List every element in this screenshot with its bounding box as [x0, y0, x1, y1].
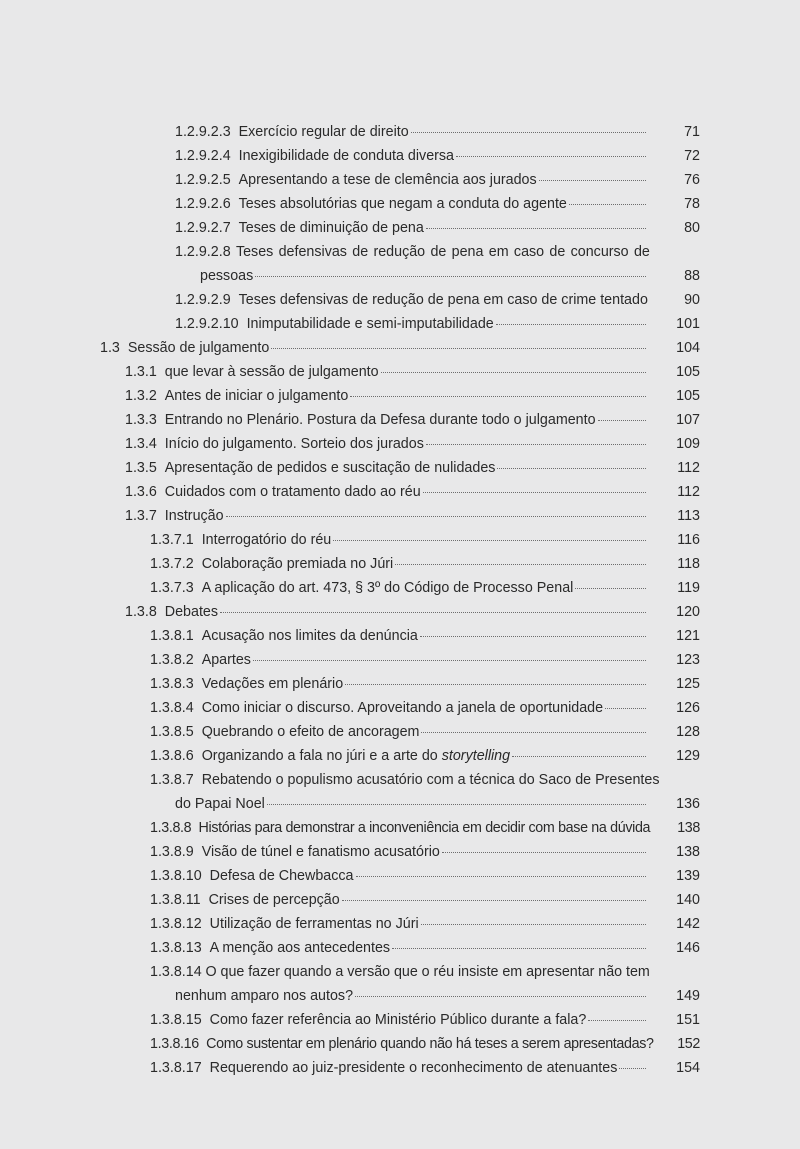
toc-entry-page: 112 [677, 484, 700, 500]
toc-entry-number: 1.2.9.2.3 [175, 124, 231, 140]
dot-leader [496, 323, 646, 325]
toc-entry[interactable] [0, 408, 700, 432]
toc-entry-title: Acusação nos limites da denúncia [201, 628, 418, 644]
dot-leader [381, 371, 646, 373]
toc-entry-page: 101 [676, 316, 700, 332]
toc-entry-page: 121 [676, 628, 700, 644]
toc-entry-title: A menção aos antecedentes [209, 940, 391, 956]
toc-entry-number: 1.3.8.17 [150, 1060, 202, 1076]
toc-entry-number: 1.3.8.15 [150, 1012, 202, 1028]
toc-entry-page: 140 [676, 892, 700, 908]
toc-entry-title: Teses defensivas de redução de pena em caso de crime tentado [238, 292, 648, 308]
toc-entry-page: 113 [677, 508, 700, 524]
toc-entry[interactable] [0, 192, 700, 216]
toc-entry-page: 123 [676, 652, 700, 668]
toc-entry-title: Instrução [164, 508, 224, 524]
dot-leader [619, 1067, 646, 1069]
toc-entry-number: 1.3.1 [125, 364, 157, 380]
toc-entry[interactable] [0, 504, 700, 528]
toc-entry[interactable] [0, 384, 700, 408]
toc-entry-page: 142 [676, 916, 700, 932]
dot-leader [411, 131, 646, 133]
toc-entry[interactable] [0, 360, 700, 384]
dot-leader [605, 707, 646, 709]
toc-entry-title-line2: do Papai Noel [175, 796, 265, 812]
dot-leader [588, 1019, 646, 1021]
toc-entry-number: 1.3.7.3 [150, 580, 194, 596]
toc-entry[interactable] [0, 888, 700, 912]
toc-entry[interactable] [0, 552, 700, 576]
toc-entry-number: 1.3.8.14 [150, 964, 202, 980]
dot-leader [255, 275, 646, 277]
toc-entry-page: 138 [677, 820, 700, 836]
dot-leader [598, 419, 646, 421]
toc-entry[interactable] [0, 288, 700, 312]
toc-entry-page: 126 [676, 700, 700, 716]
toc-entry[interactable] [0, 816, 700, 840]
toc-entry-title: Interrogatório do réu [201, 532, 332, 548]
toc-entry[interactable] [0, 432, 700, 456]
toc-entry-title: Apartes [201, 652, 251, 668]
toc-entry-page: 129 [676, 748, 700, 764]
toc-entry-page: 152 [677, 1036, 700, 1052]
toc-entry-number: 1.3.5 [125, 460, 157, 476]
toc-entry-number: 1.3.7.1 [150, 532, 194, 548]
dot-leader [421, 923, 646, 925]
toc-entry-page: 151 [676, 1012, 700, 1028]
toc-entry-page: 109 [676, 436, 700, 452]
toc-entry[interactable] [0, 672, 700, 696]
dot-leader [569, 203, 646, 205]
toc-entry-title: Organizando a fala no júri e a arte do [201, 748, 438, 764]
toc-entry-number: 1.3.8.16 [150, 1036, 199, 1052]
toc-entry-title-line1: 1.2.9.2.8 Teses defensivas de redução de pena em caso de concurso de [175, 240, 650, 264]
toc-entry[interactable] [0, 840, 700, 864]
toc-entry-page: 90 [684, 292, 700, 308]
toc-entry-title: Como sustentar em plenário quando não há teses a serem apresentadas? [206, 1036, 654, 1052]
dot-leader [267, 803, 646, 805]
toc-entry-title-line2: nenhum amparo nos autos? [175, 988, 354, 1004]
toc-entry-number: 1.3.8.1 [150, 628, 194, 644]
toc-entry-number: 1.3.8.9 [150, 844, 194, 860]
dot-leader [423, 491, 646, 493]
toc-entry[interactable] [0, 648, 700, 672]
toc-entry-number: 1.3.8.2 [150, 652, 194, 668]
toc-entry[interactable] [0, 144, 700, 168]
toc-entry-page: 76 [684, 172, 700, 188]
toc-entry-number: 1.3.8.3 [150, 676, 194, 692]
toc-entry-page: 118 [677, 556, 700, 572]
toc-entry-title: Sessão de julgamento [127, 340, 270, 356]
toc-entry-title: A aplicação do art. 473, § 3º do Código de Processo Penal [201, 580, 574, 596]
toc-entry-number: 1.3.4 [125, 436, 157, 452]
toc-entry-number: 1.2.9.2.8 [175, 244, 231, 260]
toc-entry-page: 146 [676, 940, 700, 956]
toc-entry-title: Visão de túnel e fanatismo acusatório [201, 844, 440, 860]
toc-entry-title: Debates [164, 604, 219, 620]
toc-entry-title: Quebrando o efeito de ancoragem [201, 724, 420, 740]
toc-entry[interactable] [0, 312, 700, 336]
toc-entry-page: 125 [676, 676, 700, 692]
dot-leader [539, 179, 646, 181]
toc-entry[interactable] [0, 720, 700, 744]
toc-entry[interactable] [0, 528, 700, 552]
dot-leader [395, 563, 646, 565]
toc-entry-title: Apresentando a tese de clemência aos jurados [238, 172, 537, 188]
toc-entry-title: Crises de percepção [208, 892, 340, 908]
toc-entry-title: Cuidados com o tratamento dado ao réu [164, 484, 421, 500]
toc-entry[interactable] [0, 1032, 700, 1056]
toc-entry-title: Como fazer referência ao Ministério Público durante a fala? [209, 1012, 587, 1028]
toc-entry-number: 1.2.9.2.5 [175, 172, 231, 188]
table-of-contents [0, 120, 800, 1080]
toc-entry[interactable] [0, 600, 700, 624]
toc-entry-page: 107 [676, 412, 700, 428]
toc-entry-title: Vedações em plenário [201, 676, 344, 692]
toc-entry[interactable] [0, 336, 700, 360]
dot-leader [345, 683, 646, 685]
toc-entry-page: 88 [684, 268, 700, 284]
toc-entry-title: Utilização de ferramentas no Júri [209, 916, 419, 932]
toc-entry-number: 1.3.8.10 [150, 868, 202, 884]
toc-entry[interactable] [0, 240, 700, 288]
toc-entry-page: 72 [684, 148, 700, 164]
toc-entry-number: 1.3.3 [125, 412, 157, 428]
toc-entry[interactable] [0, 744, 700, 768]
dot-leader [333, 539, 646, 541]
toc-entry-title: Histórias para demonstrar a inconveniência em decidir com base na dúvida [198, 820, 651, 836]
toc-entry-number: 1.3.7.2 [150, 556, 194, 572]
toc-entry-number: 1.2.9.2.10 [175, 316, 239, 332]
toc-entry-title: que levar à sessão de julgamento [164, 364, 379, 380]
toc-entry-title: Inexigibilidade de conduta diversa [238, 148, 455, 164]
dot-leader [512, 755, 646, 757]
toc-entry-page: 80 [684, 220, 700, 236]
toc-entry-page: 138 [676, 844, 700, 860]
dot-leader [342, 899, 646, 901]
toc-entry-title-line1: 1.3.8.7 Rebatendo o populismo acusatório com a técnica do Saco de Presentes [150, 772, 660, 788]
toc-entry-title-line2: pessoas [200, 268, 254, 284]
dot-leader [350, 395, 646, 397]
toc-entry-page: 154 [676, 1060, 700, 1076]
toc-entry-number: 1.3.8.7 [150, 772, 194, 788]
dot-leader [497, 467, 646, 469]
toc-entry-title: Exercício regular de direito [238, 124, 409, 140]
toc-entry-number: 1.3.8.11 [150, 892, 201, 908]
dot-leader [253, 659, 646, 661]
toc-entry-page: 105 [676, 388, 700, 404]
toc-entry[interactable] [0, 120, 700, 144]
toc-entry-title: Teses absolutórias que negam a conduta do agente [238, 196, 567, 212]
dot-leader [220, 611, 646, 613]
toc-entry[interactable] [0, 768, 700, 816]
toc-entry-page: 139 [676, 868, 700, 884]
dot-leader [420, 635, 646, 637]
toc-entry-page: 112 [677, 460, 700, 476]
toc-entry-page: 119 [677, 580, 700, 596]
toc-entry-number: 1.3.8.13 [150, 940, 202, 956]
toc-entry-title: Requerendo ao juiz-presidente o reconhecimento de atenuantes [209, 1060, 618, 1076]
toc-entry-number: 1.2.9.2.4 [175, 148, 231, 164]
toc-entry-title: Início do julgamento. Sorteio dos jurados [164, 436, 424, 452]
toc-entry-title-line1: 1.3.8.14 O que fazer quando a versão que o réu insiste em apresentar não tem [150, 960, 650, 984]
toc-entry[interactable] [0, 936, 700, 960]
dot-leader [575, 587, 646, 589]
toc-entry-number: 1.2.9.2.6 [175, 196, 231, 212]
toc-entry-page: 120 [676, 604, 700, 620]
toc-entry-title: Antes de iniciar o julgamento [164, 388, 349, 404]
toc-entry-page: 71 [684, 124, 700, 140]
toc-entry-title: Colaboração premiada no Júri [201, 556, 394, 572]
toc-entry-number: 1.3.6 [125, 484, 157, 500]
toc-entry[interactable] [0, 696, 700, 720]
dot-leader [271, 347, 646, 349]
toc-entry-number: 1.3.8.5 [150, 724, 194, 740]
toc-entry-page: 128 [676, 724, 700, 740]
dot-leader [426, 443, 646, 445]
toc-entry[interactable] [0, 1056, 700, 1080]
toc-entry-number: 1.3.8.6 [150, 748, 194, 764]
toc-entry-title: Apresentação de pedidos e suscitação de nulidades [164, 460, 496, 476]
dot-leader [421, 731, 646, 733]
toc-entry[interactable] [0, 960, 700, 1008]
toc-entry-number: 1.3.8.8 [150, 820, 192, 836]
dot-leader [355, 995, 646, 997]
toc-entry[interactable] [0, 216, 700, 240]
toc-entry[interactable] [0, 576, 700, 600]
toc-entry-number: 1.2.9.2.9 [175, 292, 231, 308]
dot-leader [442, 851, 646, 853]
toc-entry-page: 149 [676, 988, 700, 1004]
dot-leader [356, 875, 647, 877]
dot-leader [426, 227, 646, 229]
toc-entry-title: Defesa de Chewbacca [209, 868, 354, 884]
toc-entry-number: 1.2.9.2.7 [175, 220, 231, 236]
toc-entry-page: 78 [684, 196, 700, 212]
toc-entry-title: Teses de diminuição de pena [238, 220, 424, 236]
toc-entry-number: 1.3.8.4 [150, 700, 194, 716]
toc-entry-number: 1.3.8.12 [150, 916, 202, 932]
toc-entry[interactable] [0, 480, 700, 504]
toc-entry[interactable] [0, 456, 700, 480]
toc-entry-page: 116 [677, 532, 700, 548]
toc-entry-number: 1.3.8 [125, 604, 157, 620]
toc-entry[interactable] [0, 1008, 700, 1032]
dot-leader [226, 515, 646, 517]
toc-entry-title: Entrando no Plenário. Postura da Defesa durante todo o julgamento [164, 412, 596, 428]
toc-entry-page: 105 [676, 364, 700, 380]
toc-entry[interactable] [0, 864, 700, 888]
dot-leader [456, 155, 646, 157]
toc-entry[interactable] [0, 912, 700, 936]
toc-entry-title: Inimputabilidade e semi-imputabilidade [246, 316, 494, 332]
toc-entry-number: 1.3.7 [125, 508, 157, 524]
toc-entry-title-italic: storytelling [441, 748, 511, 764]
toc-entry-page: 136 [676, 796, 700, 812]
dot-leader [392, 947, 646, 949]
toc-entry[interactable] [0, 168, 700, 192]
toc-entry-title: Como iniciar o discurso. Aproveitando a janela de oportunidade [201, 700, 604, 716]
toc-entry[interactable] [0, 624, 700, 648]
toc-entry-number: 1.3.2 [125, 388, 157, 404]
toc-entry-page: 104 [676, 340, 700, 356]
toc-entry-number: 1.3 [100, 340, 120, 356]
